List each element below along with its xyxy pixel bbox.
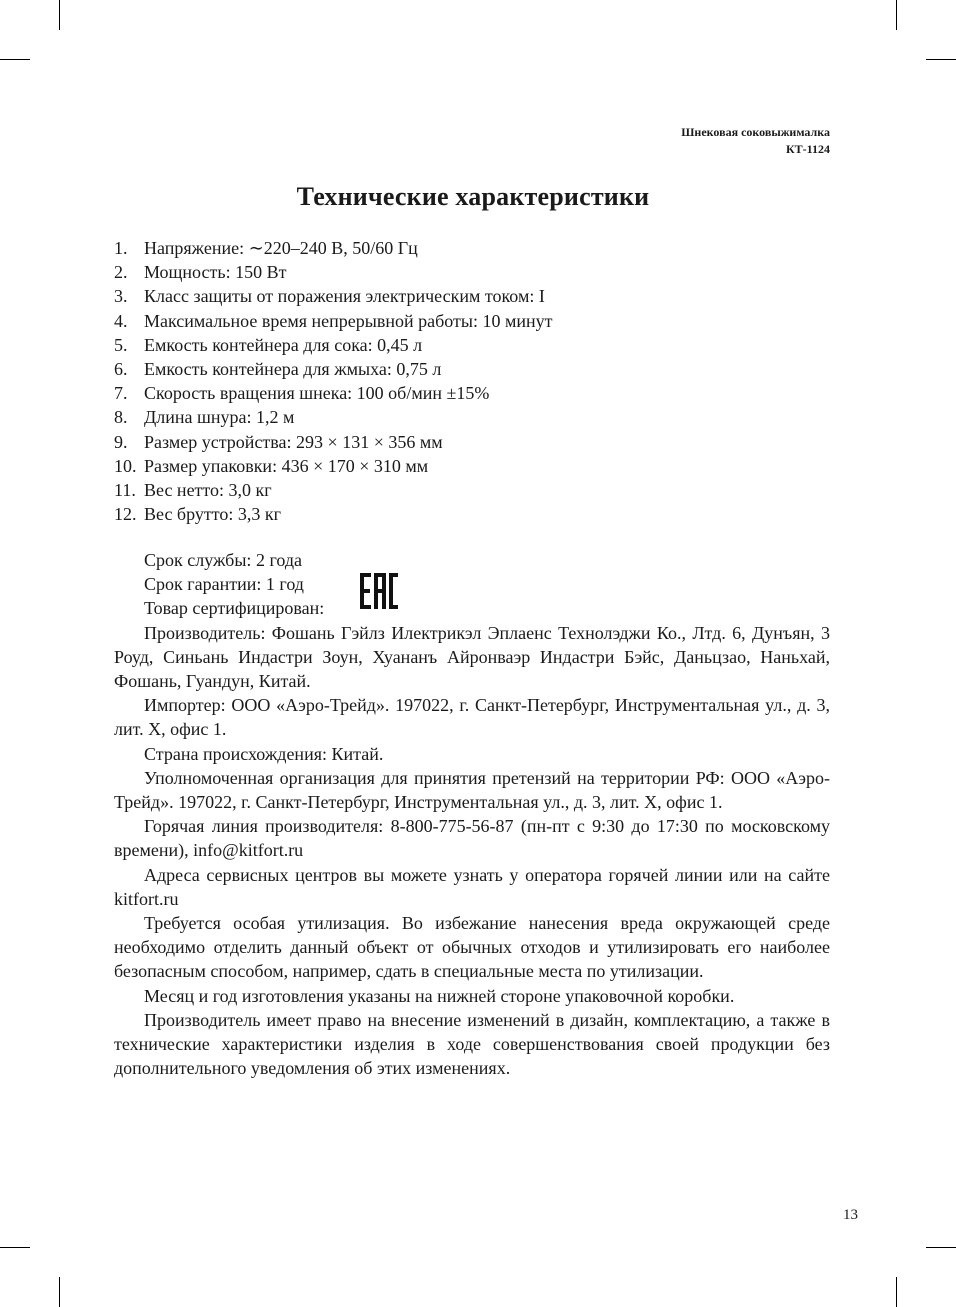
eac-icon: [358, 570, 400, 612]
specs-list: [114, 236, 553, 526]
running-header: [681, 124, 830, 158]
crop-mark: [0, 1247, 30, 1248]
page-title: Технические характеристики: [296, 182, 650, 211]
body-text: [114, 548, 830, 1080]
certified-label: Товар сертифицирован:: [144, 598, 325, 619]
authorized-organization: Уполномоченная организация для принятия претензий на территории РФ: ООО «Аэро-Трейд». 197022, г. Санкт-Петербург, Инструментальная ул., д. 3, лит. Х, офис 1.: [114, 767, 830, 813]
crop-mark: [926, 59, 956, 60]
country-of-origin: Страна происхождения: Китай.: [144, 743, 384, 764]
manufacturer-rights: Производитель имеет право на внесение изменений в дизайн, комплектацию, а также в технические характеристики изделия в ходе совершенствования своей продукции без дополнительного уведомления об этих изменениях.: [114, 1009, 830, 1079]
spec-item: 1. Напряжение: ∼220–240 В, 50/60 Гц: [114, 238, 418, 258]
spec-item: 2. Мощность: 150 Вт: [114, 262, 287, 283]
disposal: Требуется особая утилизация. Во избежание нанесения вреда окружающей среде необходимо отделить данный объект от обычных отходов и утилизировать его наиболее безопасным способом, например, сдать в специальные места по утилизации.: [114, 913, 830, 982]
hotline: Горячая линия производителя: 8-800-775-56-87 (пн-пт с 9:30 до 17:30 по московскому времени), info@kitfort.ru: [114, 816, 830, 861]
crop-mark: [59, 1277, 60, 1307]
spec-item: 9. Размер устройства: 293 × 131 × 356 мм: [114, 431, 443, 452]
page-number: 13: [843, 1207, 858, 1223]
manufacturer: Производитель: Фошань Гэйлз Илектрикэл Эплаенс Технолэджи Ко., Лтд. 6, Дунъян, 3 Роуд, Синьань Индастри Зоун, Хуананъ Айронваэр Индастри Бэйс, Даньцзао, Наньхай, Фошань, Гуандун, Китай.: [114, 622, 830, 692]
spec-item: 5. Емкость контейнера для сока: 0,45 л: [114, 334, 423, 355]
spec-item: 6. Емкость контейнера для жмыха: 0,75 л: [114, 359, 442, 380]
spec-item: 11. Вес нетто: 3,0 кг: [114, 480, 272, 501]
crop-mark: [896, 0, 897, 30]
certification-row: [114, 596, 830, 620]
manufacture-date: Месяц и год изготовления указаны на нижней стороне упаковочной коробки.: [144, 985, 735, 1006]
crop-mark: [59, 0, 60, 30]
warranty: Срок гарантии: 1 год: [144, 574, 304, 595]
crop-mark: [926, 1247, 956, 1248]
crop-mark: [0, 59, 30, 60]
spec-item: 3. Класс защиты от поражения электрическим током: I: [114, 286, 545, 307]
spec-item: 10. Размер упаковки: 436 × 170 × 310 мм: [114, 455, 429, 476]
service-centers: Адреса сервисных центров вы можете узнать у оператора горячей линии или на сайте kitfort.ru: [114, 864, 830, 909]
spec-item: 7. Скорость вращения шнека: 100 об/мин ±15%: [114, 383, 490, 404]
spec-item: 4. Максимальное время непрерывной работы: 10 минут: [114, 310, 553, 331]
header-product-name: Шнековая соковыжималка: [681, 125, 830, 139]
spec-item: 12. Вес брутто: 3,3 кг: [114, 504, 281, 525]
header-model: КТ-1124: [785, 142, 830, 156]
spec-item: 8. Длина шнура: 1,2 м: [114, 407, 295, 428]
service-life: Срок службы: 2 года: [144, 550, 303, 570]
importer: Импортер: ООО «Аэро-Трейд». 197022, г. Санкт-Петербург, Инструментальная ул., д. 3, лит. Х, офис 1.: [114, 695, 830, 740]
crop-mark: [896, 1277, 897, 1307]
